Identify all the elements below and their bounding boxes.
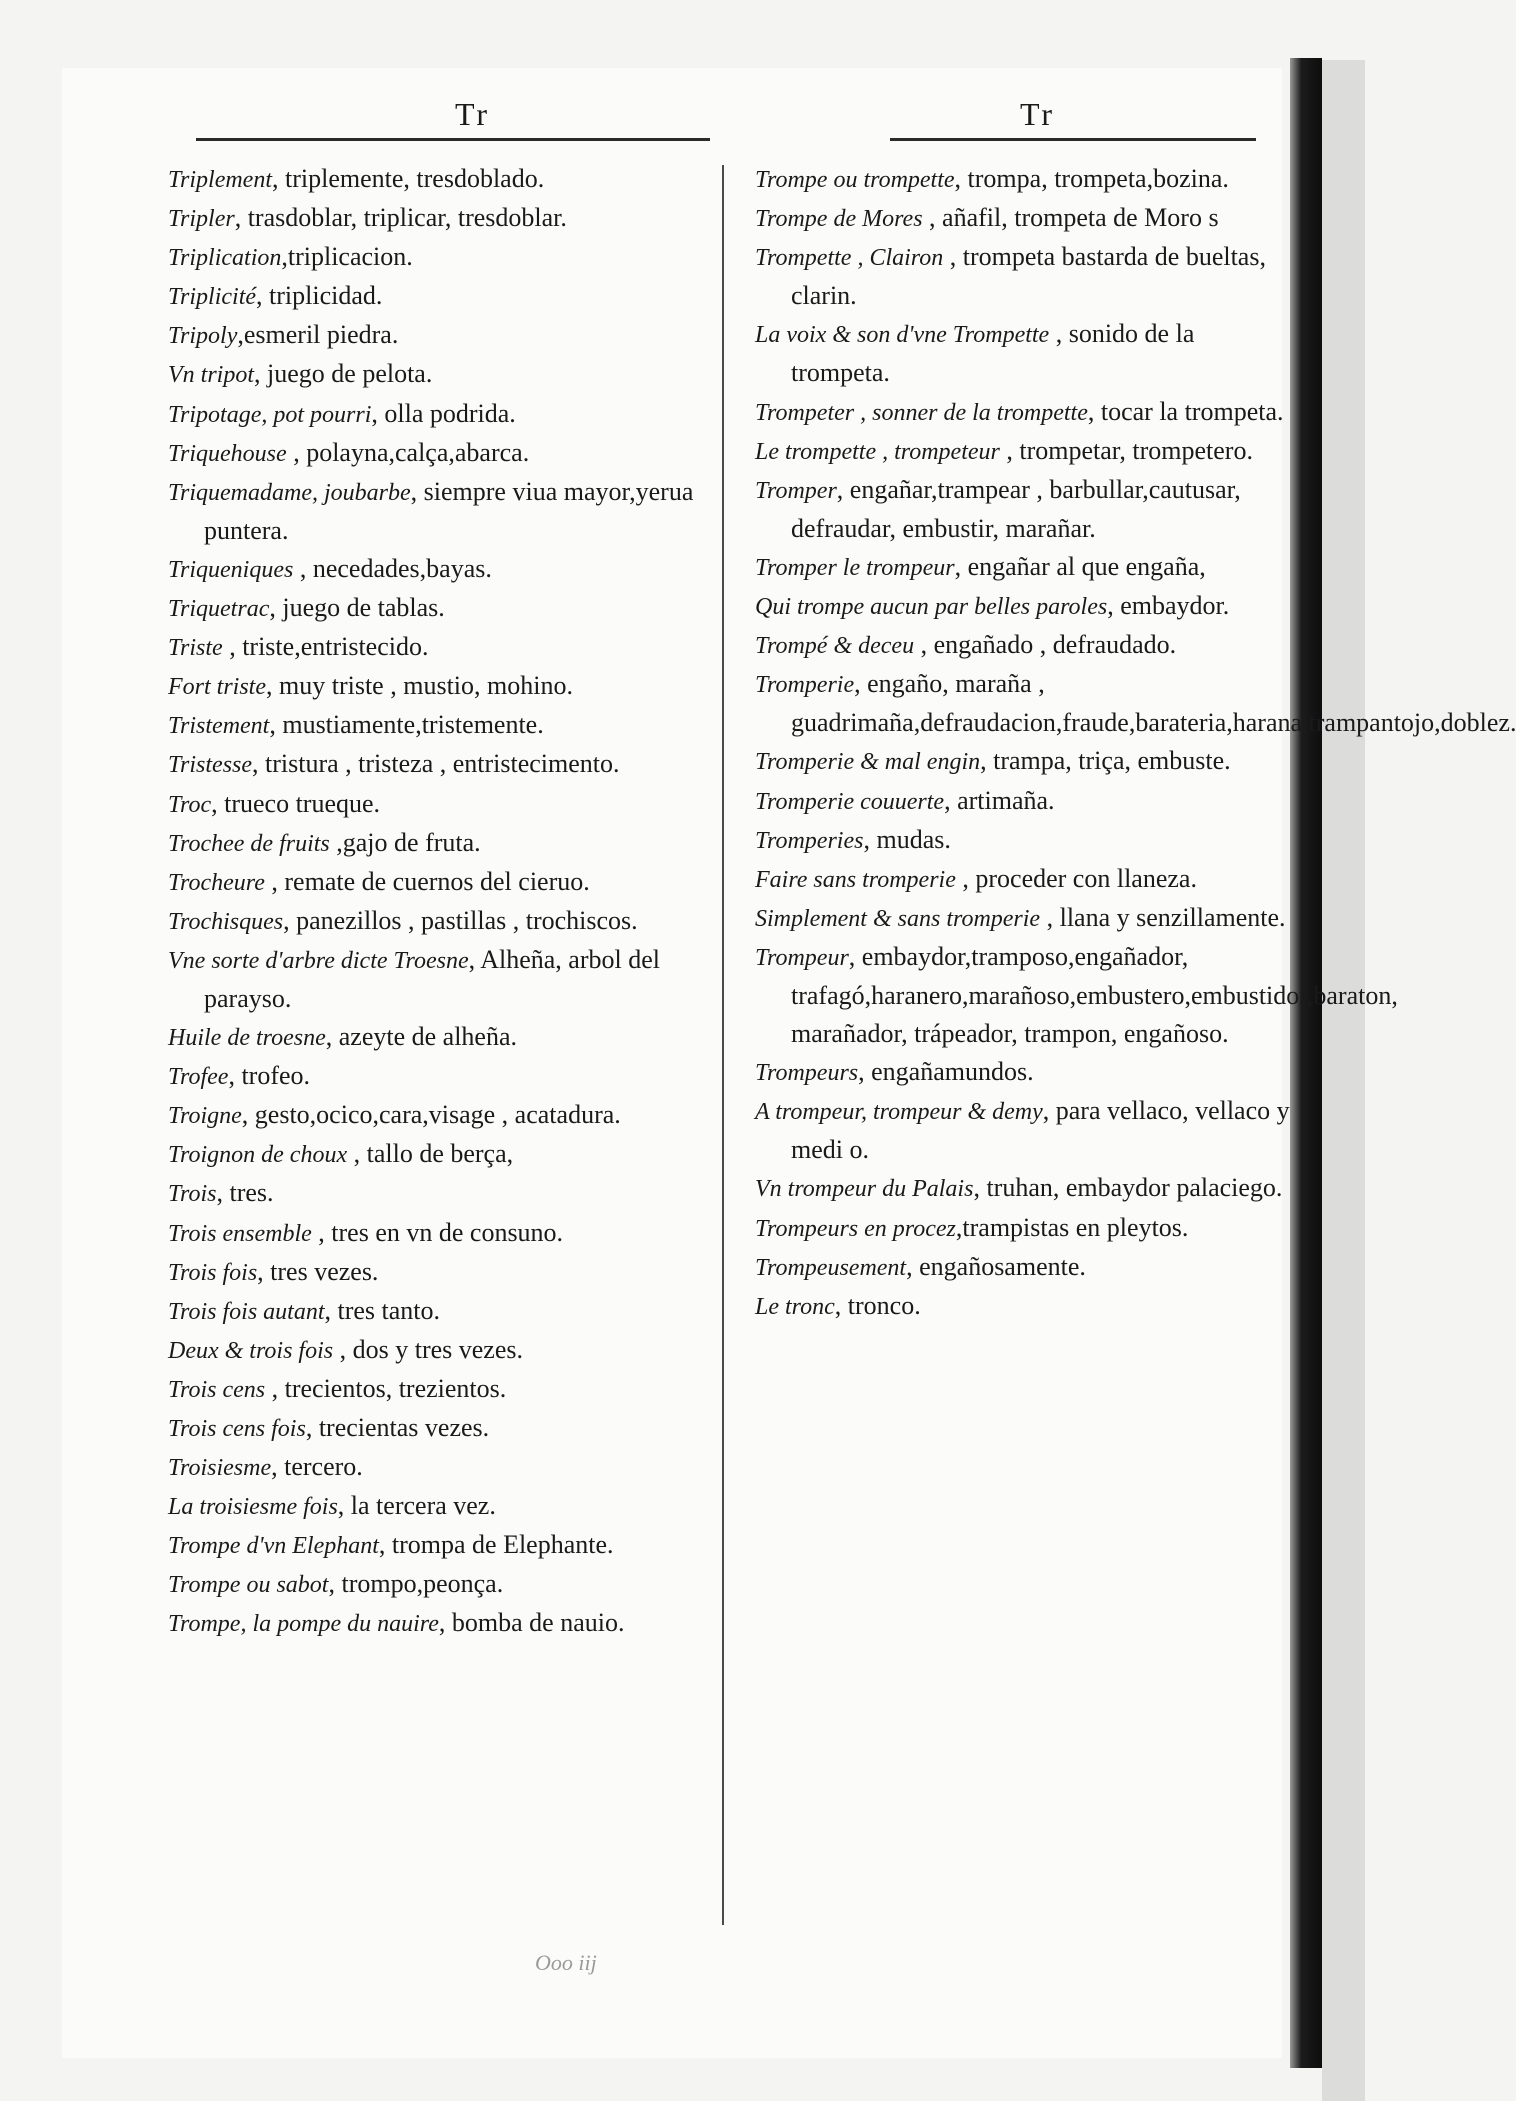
dictionary-entry [168,589,713,628]
dictionary-entry [168,745,713,784]
left-column [168,160,713,1644]
entry-definition: , mudas. [863,824,951,854]
entry-definition: , engañar al que engaña, [954,551,1206,581]
dictionary-entry [755,1053,1290,1092]
entry-headword: Le tronc [755,1293,835,1320]
entry-definition: ,triplicacion. [281,242,413,272]
dictionary-entry [168,1331,713,1370]
running-head-right: Tr [1020,96,1056,132]
entry-definition: , trofeo. [228,1061,311,1091]
entry-headword: Tromper le trompeur [755,554,955,581]
dictionary-entry [755,432,1290,471]
entry-definition: , trueco trueque. [211,788,381,818]
entry-definition: , trecientos, trezientos. [265,1373,507,1403]
entry-headword: Trompe ou sabot [168,1572,329,1599]
entry-headword: Trompette , Clairon [755,245,944,272]
dictionary-entry [168,706,713,745]
entry-headword: Trompé & deceu [755,633,915,660]
dictionary-entry [755,1209,1290,1248]
entry-headword: Triste [168,635,223,662]
dictionary-entry [168,1565,713,1604]
entry-headword: La troisiesme fois [168,1494,338,1521]
column-divider [722,165,724,1925]
entry-headword: Tripotage, pot pourri [168,401,372,428]
dictionary-entry [755,160,1290,199]
entry-definition: , engañado , defraudado. [914,630,1177,660]
header-rule-right [890,138,1256,141]
entry-definition: , azeyte de alheña. [325,1022,518,1052]
entry-headword: Le trompette , trompeteur [755,438,1000,465]
entry-definition: , trampa, triça, embuste. [980,746,1231,776]
dictionary-entry [168,1448,713,1487]
dictionary-entry [755,742,1290,781]
entry-definition: , dos y tres vezes. [333,1334,524,1364]
entry-headword: Troc [168,791,212,818]
entry-headword: Trois cens [168,1376,266,1403]
entry-definition: ,esmeril piedra. [237,320,399,350]
entry-definition: , embaydor. [1107,591,1230,621]
entry-definition: , polayna,calça,abarca. [286,437,530,467]
entry-headword: Trochee de fruits [168,830,330,857]
entry-headword: Triqueniques [168,556,294,583]
entry-definition: , proceder con llaneza. [955,863,1197,893]
header-rule-left [196,138,710,141]
entry-definition: , triste,entristecido. [222,632,429,662]
entry-headword: Tristement [168,713,270,740]
adjacent-page-edge [1322,60,1365,2101]
entry-definition: , tres tanto. [324,1295,441,1325]
entry-headword: Vn tripot [168,362,255,389]
entry-definition: , llana y senzillamente. [1040,902,1286,932]
entry-headword: Tristesse [168,752,253,779]
entry-headword: Triquetrac [168,596,270,623]
dictionary-entry [755,393,1290,432]
entry-headword: Troisiesme [168,1455,272,1482]
entry-headword: Tromperie [755,672,855,699]
entry-definition: , para vellaco, vellaco y medi o. [791,1096,1290,1165]
entry-definition: , la tercera vez. [337,1491,496,1521]
entry-headword: Fort triste [168,674,267,701]
entry-headword: Trois cens fois [168,1416,306,1442]
entry-definition: , engaño, maraña , guadrimaña,defraudacion,fraude,barateria,harana,trampantojo,doblez. [791,669,1516,738]
entry-definition: , tres vezes. [257,1256,379,1286]
entry-definition: , siempre viua mayor,yerua puntera. [204,476,694,545]
dictionary-entry [168,550,713,589]
dictionary-entry [755,626,1290,665]
entry-headword: Triplication [168,245,282,272]
entry-headword: Deux & trois fois [168,1337,334,1364]
dictionary-entry [168,1018,713,1057]
dictionary-entry [168,277,713,316]
entry-definition: , juego de pelota. [254,359,433,389]
entry-definition: , trompa, trompeta,bozina. [954,164,1229,193]
entry-headword: Tripoly [168,323,238,350]
entry-headword: La voix & son d'vne Trompette [755,322,1050,349]
entry-definition: , tres. [216,1178,274,1208]
dictionary-entry [755,199,1290,238]
dictionary-entry [168,824,713,863]
entry-headword: Trocheure [168,869,265,896]
entry-headword: Trompeurs [755,1060,859,1087]
dictionary-entry [168,1057,713,1096]
dictionary-entry [168,355,713,394]
dictionary-entry [755,315,1290,392]
entry-definition: , sonido de la trompeta. [791,319,1195,388]
entry-definition: , Alheña, arbol del parayso. [204,944,660,1013]
entry-definition: , artimaña. [944,785,1055,815]
dictionary-entry [168,1370,713,1409]
entry-headword: Trompeurs en procez [755,1215,956,1242]
binding-shadow [1290,58,1322,2068]
dictionary-entry [168,1253,713,1292]
dictionary-entry [168,1526,713,1565]
entry-headword: A trompeur, trompeur & demy [755,1099,1043,1126]
entry-headword: Trofee [168,1064,229,1091]
entry-headword: Troignon de choux [168,1142,348,1169]
entry-headword: Trois fois [168,1259,258,1286]
entry-headword: Trochisques [168,908,284,935]
entry-definition: , necedades,bayas. [293,553,492,583]
entry-definition: , olla podrida. [371,398,516,428]
entry-definition: , tocar la trompeta. [1087,396,1284,426]
dictionary-entry [168,1174,713,1213]
dictionary-entry [755,899,1290,938]
dictionary-entry [168,1604,713,1643]
entry-headword: Tromper [755,477,837,504]
entry-definition: , tallo de berça, [347,1139,514,1169]
entry-headword: Vn trompeur du Palais [755,1176,974,1203]
entry-headword: Tripler [168,206,235,233]
dictionary-entry [168,199,713,238]
dictionary-entry [168,902,713,941]
entry-definition: , trompo,peonça. [328,1569,504,1599]
dictionary-entry [755,1248,1290,1287]
entry-headword: Trompeusement [755,1254,907,1281]
entry-headword: Trois [168,1181,217,1208]
entry-definition: , trompeta bastarda de bueltas, clarin. [791,242,1266,311]
entry-definition: , engañamundos. [858,1057,1034,1087]
entry-headword: Trois ensemble [168,1220,312,1247]
entry-headword: Trompe, la pompe du nauire [168,1611,439,1638]
entry-definition: , muy triste , mustio, mohino. [266,671,573,701]
dictionary-entry [168,160,713,199]
entry-headword: Vne sorte d'arbre dicte Troesne [168,947,469,974]
entry-headword: Triquemadame, joubarbe [168,479,411,506]
dictionary-entry [755,1092,1290,1169]
entry-headword: Triplicité [168,284,257,311]
entry-definition: , engañar,trampear , barbullar,cautusar, defraudar, embustir, marañar. [791,474,1241,543]
entry-headword: Trompe ou trompette [755,167,955,193]
entry-headword: Troigne [168,1103,242,1130]
entry-headword: Trompeur [755,944,849,971]
dictionary-entry [755,860,1290,899]
entry-definition: , truhan, embaydor palaciego. [973,1173,1283,1203]
entry-headword: Trompe de Mores [755,206,923,233]
entry-definition: , triplemente, tresdoblado. [272,164,545,193]
entry-definition: ,gajo de fruta. [329,827,481,857]
entry-headword: Triplement [168,167,273,193]
entry-definition: , tristura , tristeza , entristecimento. [252,749,620,779]
dictionary-entry [168,473,713,550]
entry-headword: Huile de troesne [168,1025,326,1052]
entry-definition: , triplicidad. [256,281,383,311]
dictionary-entry [168,863,713,902]
entry-definition: , tronco. [834,1290,921,1320]
entry-definition: , trompetar, trompetero. [999,435,1253,465]
dictionary-entry [168,1409,713,1448]
dictionary-entry [755,821,1290,860]
dictionary-entry [168,667,713,706]
dictionary-entry [755,1287,1290,1326]
entry-definition: , remate de cuernos del cieruo. [264,866,590,896]
dictionary-entry [755,471,1290,548]
entry-definition: , embaydor,tramposo,engañador, trafagó,haranero,marañoso,embustero,embustidor,baraton, marañador, trápeador, trampon, engañoso. [791,941,1398,1049]
dictionary-entry [755,587,1290,626]
entry-definition: , tercero. [271,1452,363,1482]
running-head-left: Tr [455,96,491,132]
entry-definition: , panezillos , pastillas , trochiscos. [283,905,638,935]
dictionary-entry [168,1135,713,1174]
entry-definition: , trasdoblar, triplicar, tresdoblar. [234,203,567,233]
dictionary-entry [168,316,713,355]
entry-headword: Trompe d'vn Elephant [168,1533,379,1560]
dictionary-entry [168,628,713,667]
entry-headword: Qui trompe aucun par belles paroles [755,594,1108,621]
entry-headword: Faire sans tromperie [755,866,956,893]
entry-headword: Tromperie & mal engin [755,749,981,776]
dictionary-entry [168,1214,713,1253]
entry-definition: ,trampistas en pleytos. [955,1212,1189,1242]
entry-definition: , mustiamente,tristemente. [269,710,544,740]
entry-definition: , añafil, trompeta de Moro s [922,203,1219,233]
entry-headword: Tromperies [755,827,864,854]
entry-definition: , tres en vn de consuno. [311,1217,564,1247]
dictionary-entry [168,941,713,1018]
entry-definition: , trompa de Elephante. [378,1530,614,1560]
entry-headword: Tromperie couuerte [755,788,945,815]
signature-mark: Ooo iij [535,1950,597,1975]
entry-headword: Triquehouse [168,440,287,467]
entry-definition: , gesto,ocico,cara,visage , acatadura. [241,1100,621,1130]
dictionary-entry [755,238,1290,315]
dictionary-entry [168,1096,713,1135]
dictionary-entry [168,238,713,277]
dictionary-entry [168,395,713,434]
entry-headword: Trois fois autant [168,1298,325,1325]
dictionary-entry [755,665,1516,742]
dictionary-entry [168,434,713,473]
dictionary-entry [168,1487,713,1526]
dictionary-entry [168,1292,713,1331]
entry-definition: , trecientas vezes. [305,1413,490,1442]
entry-definition: , bomba de nauio. [438,1608,625,1638]
dictionary-entry [755,938,1398,1053]
dictionary-entry [755,548,1290,587]
entry-definition: , juego de tablas. [269,593,445,623]
entry-definition: , engañosamente. [906,1251,1086,1281]
dictionary-entry [755,1169,1290,1208]
entry-headword: Simplement & sans tromperie [755,905,1041,932]
right-column [755,160,1516,1326]
dictionary-entry [755,782,1290,821]
dictionary-entry [168,785,713,824]
entry-headword: Trompeter , sonner de la trompette [755,399,1088,426]
